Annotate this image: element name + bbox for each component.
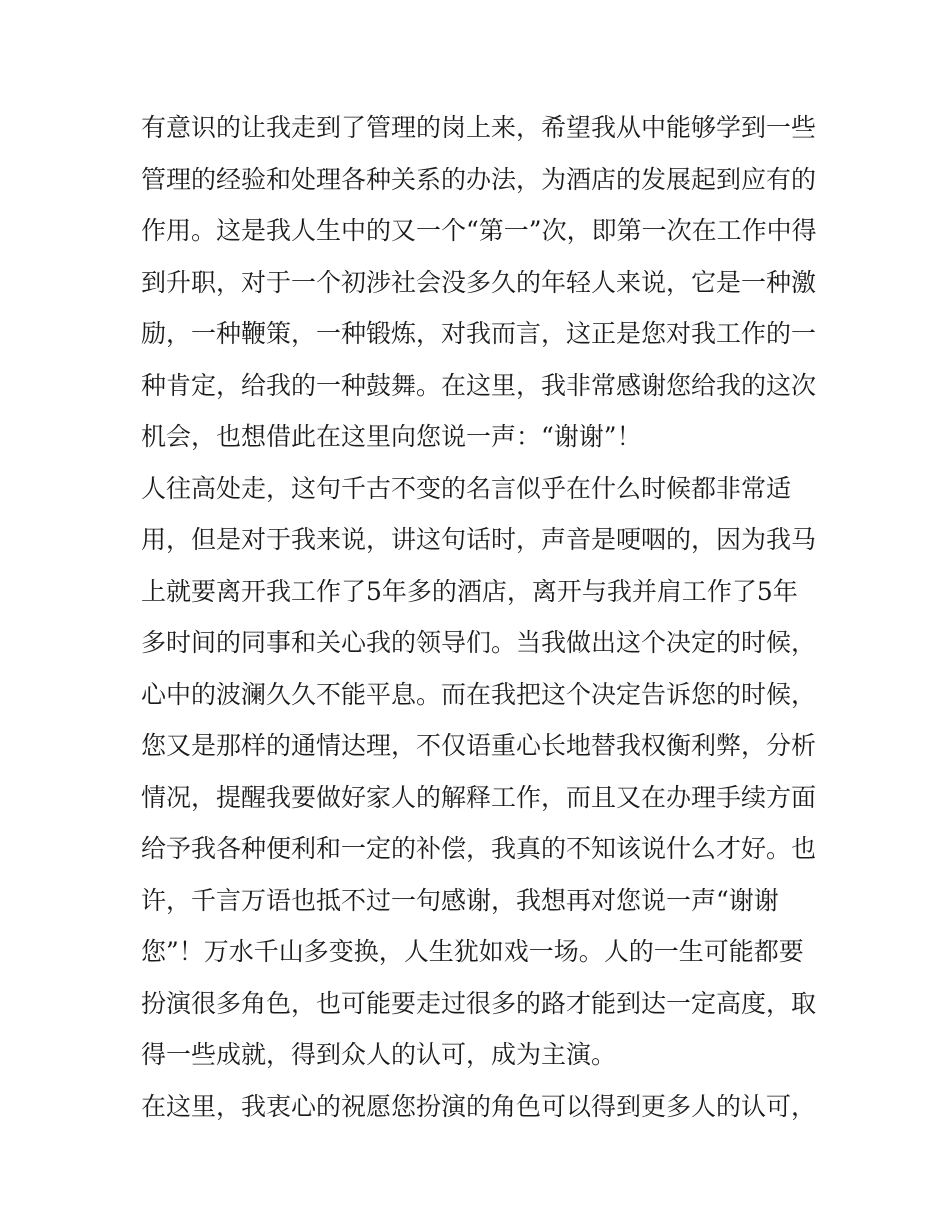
text-line: 许，千言万语也抵不过一句感谢，我想再对您说一声“谢谢 [141,886,779,915]
text-line: 用，但是对于我来说，讲这句话时，声音是哽咽的，因为我马 [141,525,817,554]
text-line: 在这里，我衷心的祝愿您扮演的角色可以得到更多人的认可， [141,1092,817,1121]
text-line: 人往高处走，这句千古不变的名言似乎在什么时候都非常适 [141,474,792,503]
text-line: 您”！万水千山多变换，人生犹如戏一场。人的一生可能都要 [141,937,804,966]
text-line: 您又是那样的通情达理，不仅语重心长地替我权衡利弊，分析 [141,731,817,760]
text-line: 到升职，对于一个初涉社会没多久的年轻人来说，它是一种激 [141,268,817,297]
text-line: 种肯定，给我的一种鼓舞。在这里，我非常感谢您给我的这次 [141,371,817,400]
text-line: 心中的波澜久久不能平息。而在我把这个决定告诉您的时候， [141,680,817,709]
text-line: 机会，也想借此在这里向您说一声：“谢谢”！ [141,422,642,451]
text-line: 扮演很多角色，也可能要走过很多的路才能到达一定高度，取 [141,989,817,1018]
text-line: 情况，提醒我要做好家人的解释工作，而且又在办理手续方面 [141,783,817,812]
text-line: 励，一种鞭策，一种锻炼，对我而言，这正是您对我工作的一 [141,319,817,348]
text-line: 作用。这是我人生中的又一个“第一”次，即第一次在工作中得 [141,216,817,245]
text-line: 给予我各种便利和一定的补偿，我真的不知该说什么才好。也 [141,834,817,863]
text-line: 管理的经验和处理各种关系的办法，为酒店的发展起到应有的 [141,165,817,194]
text-line: 多时间的同事和关心我的领导们。当我做出这个决定的时候， [141,628,817,657]
text-line: 得一些成就，得到众人的认可，成为主演。 [141,1040,617,1069]
text-line: 上就要离开我工作了5年多的酒店，离开与我并肩工作了5年 [141,577,798,606]
text-line: 有意识的让我走到了管理的岗上来，希望我从中能够学到一些 [141,113,817,142]
